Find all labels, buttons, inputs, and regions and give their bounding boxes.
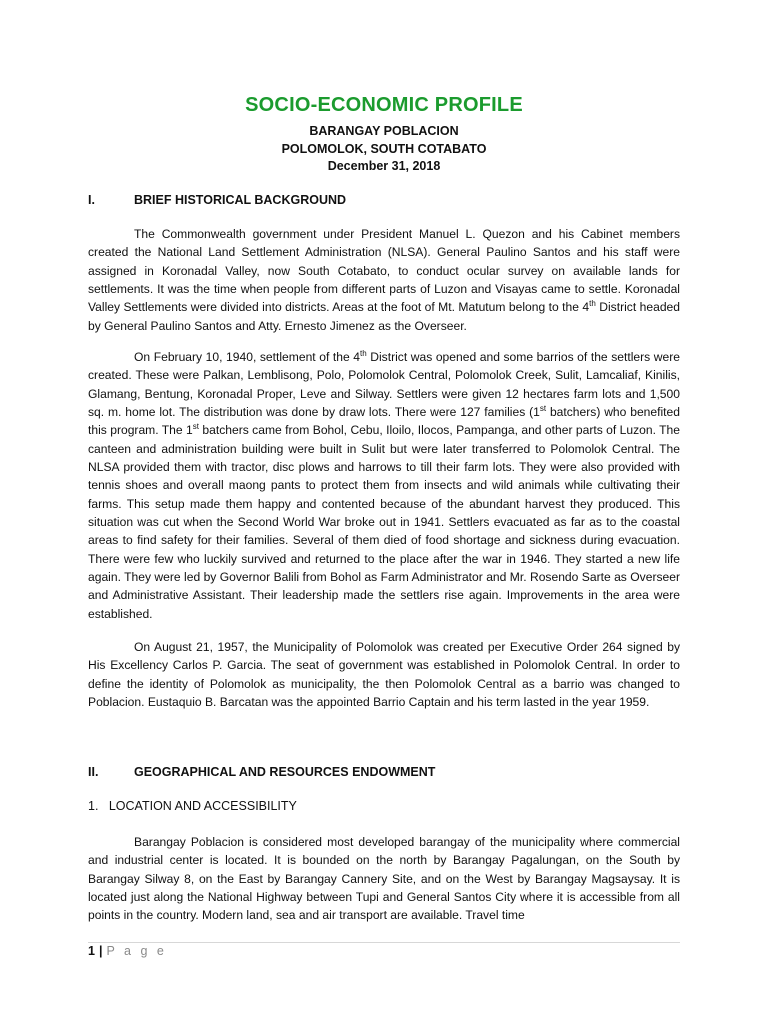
superscript: th	[589, 299, 596, 309]
document-title: SOCIO-ECONOMIC PROFILE	[245, 94, 523, 116]
subsection-heading-location	[88, 799, 297, 813]
section-number: I.	[88, 193, 95, 207]
paragraph-text: The Commonwealth government under President Manuel L. Quezon and his Cabinet members created the National Land Settlement Administration (NLSA). General Paulino Santos and his staff were assigned in Koronadal Valley, now South Cotabato, to conduct ocular survey on available lands for settlements. It was the time when people from different parts of Luzon and Visayas came to settle. Koronadal Valley Settlements were divided into districts. Areas at the foot of Mt. Matutum belong to the 4	[88, 227, 680, 315]
municipality-name: POLOMOLOK, SOUTH COTABATO	[281, 142, 487, 156]
paragraph-text: batchers came from Bohol, Cebu, Iloilo, Ilocos, Pampanga, and other parts of Luzon. The canteen and administration building were built in Sulit but were later transferred to Polomolok Central. The NLSA provided them with tractor, disc plows and harrows to till their farm lots. They were also provided with tennis shoes and overall maong pants to protect them from insects and wild animals while cultivating their farms. This setup made them happy and contented because of the abundant harvest they produced. This situation was cut when the Second World War broke out in 1941. Settlers evacuated as far as to the coastal areas to find safety for their families. Several of them died of food shortage and sickness during evacuation. There were few who luckily survived and returned to the place after the war in 1946. They started a new life again. They were led by Governor Balili from Bohol as Farm Administrator and Mr. Rosendo Sarte as Overseer and Administrative Assistant. Their leadership made the settlers rise again. Improvements in the area were established.	[88, 423, 681, 621]
superscript: st	[539, 404, 547, 413]
section-number: II.	[88, 765, 99, 779]
profile-date: December 31, 2018	[327, 159, 441, 173]
paragraph-text: batchers) who benefited this program. The 1	[88, 405, 680, 438]
footer-separator: |	[98, 944, 103, 958]
section-heading-history	[88, 193, 346, 207]
paragraph-text: District headed by General Paulino Santos and Atty. Ernesto Jimenez as the Overseer.	[88, 300, 681, 333]
paragraph-text: On February 10, 1940, settlement of the 4	[134, 350, 360, 364]
section-title: BRIEF HISTORICAL BACKGROUND	[134, 193, 347, 207]
superscript: th	[360, 348, 367, 358]
paragraph-commonwealth	[88, 225, 680, 335]
subsection-number: 1.	[88, 799, 99, 813]
page-number: 1	[88, 944, 95, 958]
page-footer	[88, 944, 167, 958]
barangay-name: BARANGAY POBLACION	[309, 124, 459, 138]
paragraph-location: Barangay Poblacion is considered most developed barangay of the municipality where commercial and industrial center is located. It is bounded on the north by Barangay Pagalungan, on the South by Barangay Silway 8, on the East by Barangay Cannery Site, and on the West by Barangay Magsaysay. It is located just along the National Highway between Tupi and General Santos City where it is accessible from all points in the country. Modern land, sea and air transport are available. Travel time	[88, 835, 680, 923]
paragraph-municipality: On August 21, 1957, the Municipality of Polomolok was created per Executive Order 264 signed by His Excellency Carlos P. Garcia. The seat of government was established in Polomolok Central. In order to define the identity of Polomolok as municipality, the then Polomolok Central as a barrio was changed to Poblacion. Eustaquio B. Barcatan was the appointed Barrio Captain and his term lasted in the year 1959.	[88, 640, 680, 710]
footer-divider	[88, 942, 680, 943]
section-title: GEOGRAPHICAL AND RESOURCES ENDOWMENT	[134, 765, 436, 779]
subsection-title: LOCATION AND ACCESSIBILITY	[108, 799, 297, 813]
paragraph-settlement	[88, 348, 680, 623]
page-label: P a g e	[106, 944, 167, 958]
section-heading-geography	[88, 765, 435, 779]
superscript: st	[192, 422, 199, 432]
paragraph-text: District was opened and some barrios of the settlers were created. These were Palkan, Lemblisong, Polo, Polomolok Central, Polomolok Creek, Sulit, Lamcaliaf, Kinilis, Glamang, Bentung, Koronadal Proper, Leve and Silway. Settlers were given 12 hectares farm lots and 1,500 sq. m. home lot. The distribution was done by draw lots. There were 127 families (1	[88, 350, 680, 420]
